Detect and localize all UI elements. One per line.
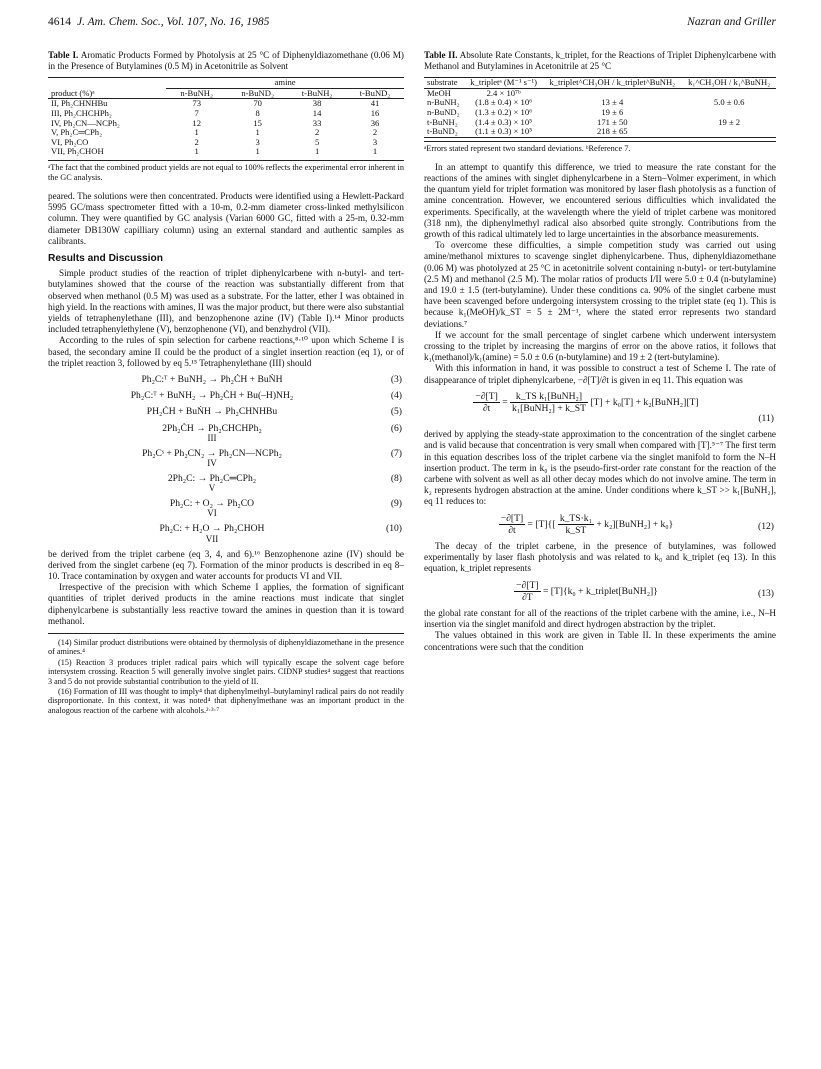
eq11-den: k₁[BuNH₂] + k_ST [512,403,586,415]
chemical-equation [48,423,404,443]
footnotes [48,633,404,715]
table-cell: 13 ± 4 [601,97,624,108]
table1-label: Table I. [48,50,79,60]
table-cell: 171 ± 50 [597,116,628,127]
table2-header-row [424,78,776,89]
table-cell: 14 [312,107,322,118]
table1-column-header: t-BuNH₂ [301,87,333,98]
journal-name: J. Am. Chem. Soc., Vol. 107, No. 16, 1985 [77,16,270,28]
table-cell: 2 [372,127,378,138]
compound-label: VII [205,533,219,544]
paragraph: The decay of the triplet carbene, in the presence of butylamines, was followed experimentally by laser flash photolysis and was related to k₀ and k_triplet (eq 13). In this equation, k_triplet represents [424,541,776,574]
table1 [48,77,404,157]
table2-column-header: k₁^CH₃OH / k₁^BuNH₂ [682,78,776,89]
compound-label: IV [207,458,217,468]
eq13-rhs: = [T]{k₀ + k_triplet[BuNH₂]} [542,585,658,597]
eq11-num: k_TS k₁[BuNH₂] [510,391,588,403]
table-cell: 7 [194,107,199,118]
table2-caption-text: Absolute Rate Constants, k_triplet, for the Reactions of Triplet Diphenylcarbene with Methanol and Butylamines in Acetonitrile at 25 °C [424,50,776,71]
table-cell: 2 [194,136,199,147]
equation-number: (8) [390,473,402,484]
table-cell: 5.0 ± 0.6 [713,97,745,108]
table-cell: t-BuNH₂ [427,116,458,127]
table-cell: n-BuNH₂ [427,97,460,108]
table-cell: 5 [314,136,320,147]
table-cell: 73 [192,98,201,109]
left-column [48,50,404,716]
table-cell: 15 [253,117,262,128]
equation-number: (3) [390,373,402,385]
eq13-lhs-num: −∂[T] [516,579,539,591]
paragraph: peared. The solutions were then concentrated. Products were identified using a Hewlett-Packard 5995 GC/mass spectrometer fitted with a 10-m, 0.2-mm diameter cross-linked methylsilicon column. They were quantified by GC analysis (Varian 6000 GC, fitted with a 25-m, 0.32-mm diameter DB130W capilliary column) using an external standard and authentic samples as calibrants. [48,190,404,246]
equation-number: (5) [390,406,402,418]
table2-label: Table II. [424,50,458,60]
chemical-equation [48,523,404,543]
equation-13 [424,580,776,603]
table-cell: 3 [255,136,260,147]
table-cell: 2 [314,127,320,138]
paragraph: According to the rules of spin selection for carbene reactions,⁸·¹⁰ upon which Scheme I is based, the secondary amine II could be the product of a singlet insertion reaction (eq 1), or of the triplet reaction 3, followed by eq 5.¹⁵ Tetraphenylethane (III) should [48,335,404,368]
table-cell: 1 [194,127,199,138]
table-cell: 8 [255,107,260,118]
footnote-15: (15) Reaction 3 produces triplet radical pairs which will typically escape the solvent cage before intersystem crossing. Reaction 5 will generally involve singlet pairs. CIDNP studies⁴ suggest that reactions 3 and 5 do not provide substantial contribution to the yield of II. [48,657,404,686]
paragraph: be derived from the triplet carbene (eq 3, 4, and 6).¹⁶ Benzophenone azine (IV) should be derived from the singlet carbene (eq 7). Formation of the minor products is described in eq 8–10. Trace contamination by oxygen and water accounts for products VI and VII. [48,548,404,582]
table-cell: 70 [253,98,262,109]
chemical-equation [48,448,404,468]
eq12-lhs-den: ∂t [508,524,516,536]
equation-number: (6) [390,422,402,434]
table1-column-header: n-BuND₂ [241,87,274,98]
table-cell: IV, Ph₂CN—NCPh₂ [51,117,120,128]
page-number: 4614 [48,16,71,28]
eq12-number: (12) [758,520,774,532]
table2-column-header: substrate [424,78,465,89]
chemical-equation [48,406,404,417]
equation-formula: Ph₂C:ᵀ + BuNH₂ → Ph₂ĊH + Bu(–H)NH₂ [130,390,294,402]
right-column [424,50,776,653]
table2-body [424,88,776,137]
chemical-equation [48,473,404,493]
equation-number: (7) [390,447,402,459]
table1-column-header: t-BuND₂ [359,87,391,98]
equation-formula: Ph₂Cˢ + Ph₂CN₂ → Ph₂CN—NCPh₂ [142,447,282,459]
table-cell: VII, Ph₂CHOH [51,146,104,157]
paragraph: the global rate constant for all of the reactions of the triplet carbene with the amine, i.e., N–H insertion via the singlet manifold and direct hydrogen abstraction by the triplet. [424,608,776,630]
author-names: Nazran and Griller [687,16,776,28]
table-cell: 12 [192,117,201,128]
table-cell: III, Ph₂CHCHPh₂ [51,107,112,118]
table1-group-header: amine [166,78,404,89]
section-heading: Results and Discussion [48,252,163,264]
table2-column-header: k_tripletᵃ (M⁻¹ s⁻¹) [465,78,542,89]
equation-11: $\frac{-\partial[T]}{\partial t}$ = $\frac{\text{k\_TS k₁[BuNH₂]}}{\text{k₁[BuNH₂] + k\_ST}}$ [T] + k₀[T] + k₂[BuNH₂][T] (11) [475,390,774,424]
paragraph: Simple product studies of the reaction of triplet diphenylcarbene with n-butyl- and tert-butylamines showed that the course of the reaction was substantially different from that observed when methanol (0.5 M) was used as a substrate. For the latter, ether I was obtained in high yield. In the reactions with amines, II was the major product, but there were also substantial yields of tetraphenylethane (III), and benzophenone azine (IV) (Table I).¹⁴ Minor products included tetraphenylethylene (V), benzophenone (VI), and benzhydrol (VII). [48,268,404,335]
table-cell: VI, Ph₂CO [51,136,89,147]
table-cell: II, Ph₂CHNHBu [51,98,108,109]
eq13-lhs-den: ∂T [522,591,533,603]
footnote-14: (14) Similar product distributions were obtained by thermolysis of diphenyldiazomethane in the presence of amines.⁴ [48,638,404,657]
eq12-den: k_ST [565,524,587,536]
table-cell: 33 [312,117,322,128]
eq11-lhs-den: ∂t [482,403,491,415]
equation-number: (10) [386,523,402,535]
table1-column-header: product (%)ᵃ [51,87,95,98]
table1-caption [48,50,404,71]
chemical-equation [48,498,404,518]
equation-formula: Ph₂C: + H₂O → Ph₂CHOH [159,523,265,535]
table-cell: 1 [255,146,260,157]
table-cell: 1 [255,127,260,138]
table-cell: V, Ph₂C═CPh₂ [51,127,103,138]
table-cell: 3 [372,136,378,147]
table-cell: n-BuND₂ [427,106,460,117]
table-cell: (1.3 ± 0.2) × 10⁶ [475,106,533,117]
equation-formula: Ph₂C: + O₂ → Ph₂CO [169,498,255,510]
table-cell: (1.1 ± 0.3) × 10⁵ [465,127,542,137]
chemical-equation [48,374,404,385]
paragraph: If we account for the small percentage of singlet carbene which underwent intersystem crossing to the triplet by increasing the margins of error on the above ratios, it follows that k₁(methanol)/k₁(amine) = 5.0 ± 0.6 (n-butylamine) and 19 ± 2 (tert-butylamine). [424,329,776,363]
table2-footnote: ᵃErrors stated represent two standard deviations. ᵇReference 7. [424,141,776,154]
equation-formula: PH₂ĊH + BuṄH → Ph₂CHNHBu [146,406,278,418]
paragraph: The values obtained in this work are given in Table II. In these experiments the amine concentrations were such that the condition [424,630,776,652]
table-row [48,128,404,138]
table-cell: 1 [372,146,378,157]
compound-label: III [207,432,217,443]
table-cell: (1.4 ± 0.3) × 10⁵ [475,116,533,127]
table-cell: 36 [370,117,380,128]
table-row [48,147,404,157]
table-cell: 38 [312,98,322,109]
eq11-number: (11) [758,412,774,424]
eq12-tail: + k₂][BuNH₂] + k₀} [596,518,674,530]
equation-list [48,374,404,544]
paragraph: To overcome these difficulties, a simple competition study was carried out using amine/methanol mixtures to scavenge singlet diphenylcarbene. Thus, diphenyldiazomethane (0.06 M) was photolyzed at 25 °C in acetonitrile solvent containing n-butyl- or tert-butylamine (2.5 M) and methanol (2.5 M). The molar ratios of products I/II were 5.0 ± 0.4 (n-butylamine) and 19.0 ± 1.5 (tert-butylamine). Under these conditions ca. 90% of the singlet carbene must have been scavenged before undergoing intersystem crossing to the triplet state (eq 1). This is because k₁(MeOH)/k_ST = 5 ± 2M⁻¹, where the stated error represents two standard deviations.⁷ [424,240,776,329]
table-cell: 1 [194,146,199,157]
eq12-num: k_TS·k₁ [559,512,592,524]
equation-formula: 2Ph₂C: → Ph₂C═CPh₂ [167,473,257,484]
equation-12 [424,513,776,536]
table-cell: 41 [370,98,380,109]
table-cell: MeOH [427,87,451,98]
table-cell: 19 ± 6 [601,106,624,117]
table2-column-header: k_triplet^CH₃OH / k_triplet^BuNH₂ [542,78,682,89]
paragraph: In an attempt to quantify this difference, we tried to measure the rate constant for the reactions of the amines with singlet diphenylcarbene in a Stern–Volmer experiment, in which the quantum yield for triplet formation was monitored by laser flash photolysis as a function of amine concentration. However, we encountered serious difficulties which invalidated the experiments. Specifically, at the wavelength where the yield of triplet carbene was monitored (318 nm), the diphenylmethyl radical also absorbed quite strongly. Contributions from the growth of this radical ultimately led to large uncertainties in the absorbance measurements. [424,161,776,239]
table2 [424,77,776,138]
table-cell: 19 ± 2 [718,116,741,127]
table-cell: (1.8 ± 0.4) × 10⁶ [475,97,533,108]
eq12-lhs-num: −∂[T] [500,512,524,524]
table-cell: 16 [370,107,380,118]
equation-formula: 2Ph₂ĊH → Ph₂CHCHPh₂ [162,422,262,434]
table1-body [48,99,404,157]
equation-number: (4) [390,390,402,402]
compound-label: VI [207,508,217,519]
paragraph: Irrespective of the precision with which Scheme I applies, the formation of significant quantities of triplet derived products in the amine reactions must indicate that singlet diphenylcarbene is substantially less reactive toward the amines in question than it is toward methanol. [48,582,404,626]
chemical-equation [48,390,404,401]
eq11-lhs-num: −∂[T] [475,390,498,402]
table1-caption-text: Aromatic Products Formed by Photolysis at 25 °C of Diphenyldiazomethane (0.06 M) in the Presence of Butylamines (0.5 M) in Acetonitrile as Solvent [48,50,404,71]
table-cell: 1 [314,146,320,157]
eq12-mid: = [T]{[ [527,518,556,530]
table-row [424,127,776,137]
footnote-16: (16) Formation of III was thought to imply⁴ that diphenylmethyl–butylaminyl radical pairs do not readily disproportionate. In this context, it was noted⁴ that diphenylmethane was an important product in the analogous reaction of the carbene with alcohols.²·³·⁷ [48,687,404,715]
table-cell: 2.4 × 10⁷ᵇ [486,87,521,98]
eq13-number: (13) [758,587,774,599]
eq11-tail: [T] + k₀[T] + k₂[BuNH₂][T] [590,396,699,408]
table1-header-row [48,88,404,99]
table1-column-header: n-BuNH₂ [180,87,213,98]
journal-citation [48,16,269,28]
paragraph: derived by applying the steady-state approximation to the concentration of the singlet carbene and is valid because that concentration is very small when compared with [T].⁵⁻⁷ The first term in this equation describes loss of the triplet carbene via the singlet manifold to form the N–H insertion product. The term in k₀ is the pseudo-first-order rate constant for the reaction of the carbene with solvent as well as all other decay modes which do not involve amine. The term in k₂ represents hydrogen abstraction at the amine. Under conditions where k_ST >> k₁[BuNH₂], eq 11 reduces to: [424,429,776,507]
table-cell: 218 ± 65 [542,127,682,137]
table-cell: t-BuND₂ [424,127,465,137]
paragraph: With this information in hand, it was possible to construct a test of Scheme I. The rate of disappearance of triplet diphenylcarbene, −∂[T]/∂t is given in eq 11. This equation was [424,363,776,385]
equation-number: (9) [390,498,402,510]
equation-formula: Ph₂C:ᵀ + BuNH₂ → Ph₂ĊH + BuṄH [141,373,283,385]
compound-label: V [208,483,216,494]
table1-footnote: ᵃThe fact that the combined product yields are not equal to 100% reflects the experimental error inherent in the GC analysis. [48,160,404,183]
table-cell [682,127,776,137]
table2-caption [424,50,776,71]
